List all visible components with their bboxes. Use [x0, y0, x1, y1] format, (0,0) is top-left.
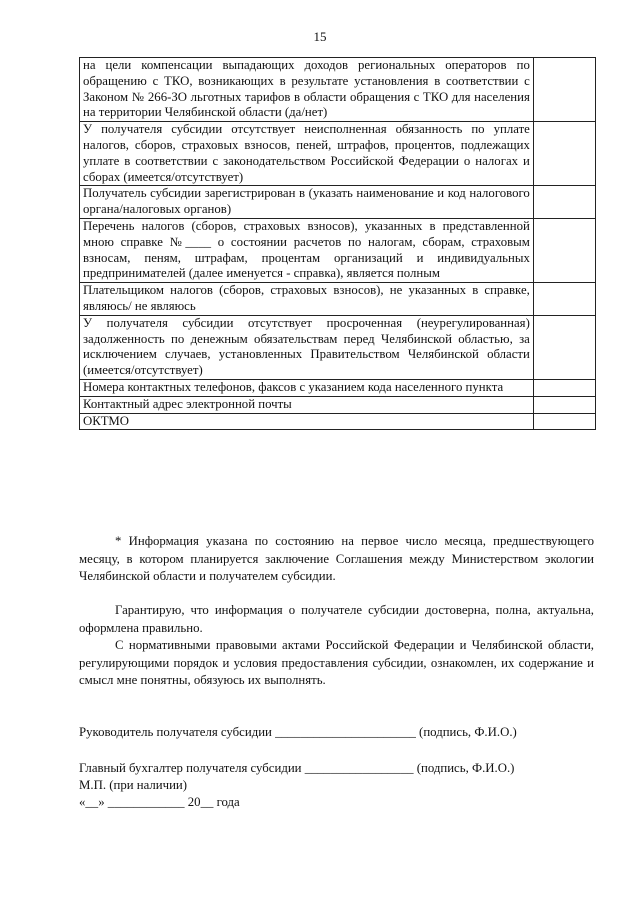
table-row: [80, 122, 596, 186]
row-value: [533, 379, 595, 396]
head-signature-line: Руководитель получателя субсидии ______________________ (подпись, Ф.И.О.): [79, 725, 517, 739]
table-row: [80, 283, 596, 316]
row-value: [533, 283, 595, 316]
row-label: Номера контактных телефонов, факсов с указанием кода населенного пункта: [80, 379, 534, 396]
table-row: [80, 315, 596, 379]
table-row: [80, 396, 596, 413]
row-value: [533, 413, 595, 430]
row-label: ОКТМО: [80, 413, 534, 430]
table-row: [80, 413, 596, 430]
table-row: [80, 218, 596, 282]
acknowledgement-paragraph: С нормативными правовыми актами Российской Федерации и Челябинской области, регулирующими порядок и условия предоставления субсидии, ознакомлен, их содержание и смысл мне понятны, обязуюсь их выполнять.: [79, 638, 594, 687]
accountant-signature-line: Главный бухгалтер получателя субсидии _________________ (подпись, Ф.И.О.): [79, 761, 515, 775]
row-label: У получателя субсидии отсутствует просроченная (неурегулированная) задолженность по денежным обязательствам перед Челябинской областью, за исключением случаев, установленных Правительством Челябинской области (имеется/отсутствует): [80, 315, 534, 379]
row-label: Контактный адрес электронной почты: [80, 396, 534, 413]
row-value: [533, 315, 595, 379]
recipient-info-table: [79, 57, 596, 430]
row-label: Получатель субсидии зарегистрирован в (указать наименование и код налогового органа/налоговых органов): [80, 186, 534, 219]
guarantee-paragraph: Гарантирую, что информация о получателе субсидии достоверна, полна, актуальна, оформлена правильно.: [79, 603, 594, 635]
row-value: [533, 396, 595, 413]
row-label: Плательщиком налогов (сборов, страховых взносов), не указанных в справке, являюсь/ не являюсь: [80, 283, 534, 316]
table-row: [80, 58, 596, 122]
row-value: [533, 186, 595, 219]
table-row: [80, 379, 596, 396]
row-label: Перечень налогов (сборов, страховых взносов), указанных в представленной мною справке №____ о состоянии расчетов по налогам, сборам, страховым взносам, пеням, штрафам, процентам организаций и индивидуальных предпринимателей (далее именуется - справка), является полным: [80, 218, 534, 282]
row-label: на цели компенсации выпадающих доходов региональных операторов по обращению с ТКО, возникающих в результате установления в соответствии с Законом № 266-ЗО льготных тарифов в области обращения с ТКО для населения на территории Челябинской области (да/нет): [80, 58, 534, 122]
row-value: [533, 218, 595, 282]
footnote: * Информация указана по состоянию на первое число месяца, предшествующего месяцу, в котором планируется заключение Соглашения между Министерством экологии Челябинской области и получателем субсидии.: [79, 534, 594, 583]
row-value: [533, 122, 595, 186]
stamp-note: М.П. (при наличии): [79, 778, 188, 792]
row-label: У получателя субсидии отсутствует неисполненная обязанность по уплате налогов, сборов, страховых взносов, пеней, штрафов, процентов, подлежащих уплате в соответствии с законодательством Российской Федерации о налогах и сборах (имеется/отсутствует): [80, 122, 534, 186]
date-line: «__» ____________ 20__ года: [79, 795, 240, 809]
row-value: [533, 58, 595, 122]
table-row: [80, 186, 596, 219]
page-number: 15: [313, 29, 327, 44]
